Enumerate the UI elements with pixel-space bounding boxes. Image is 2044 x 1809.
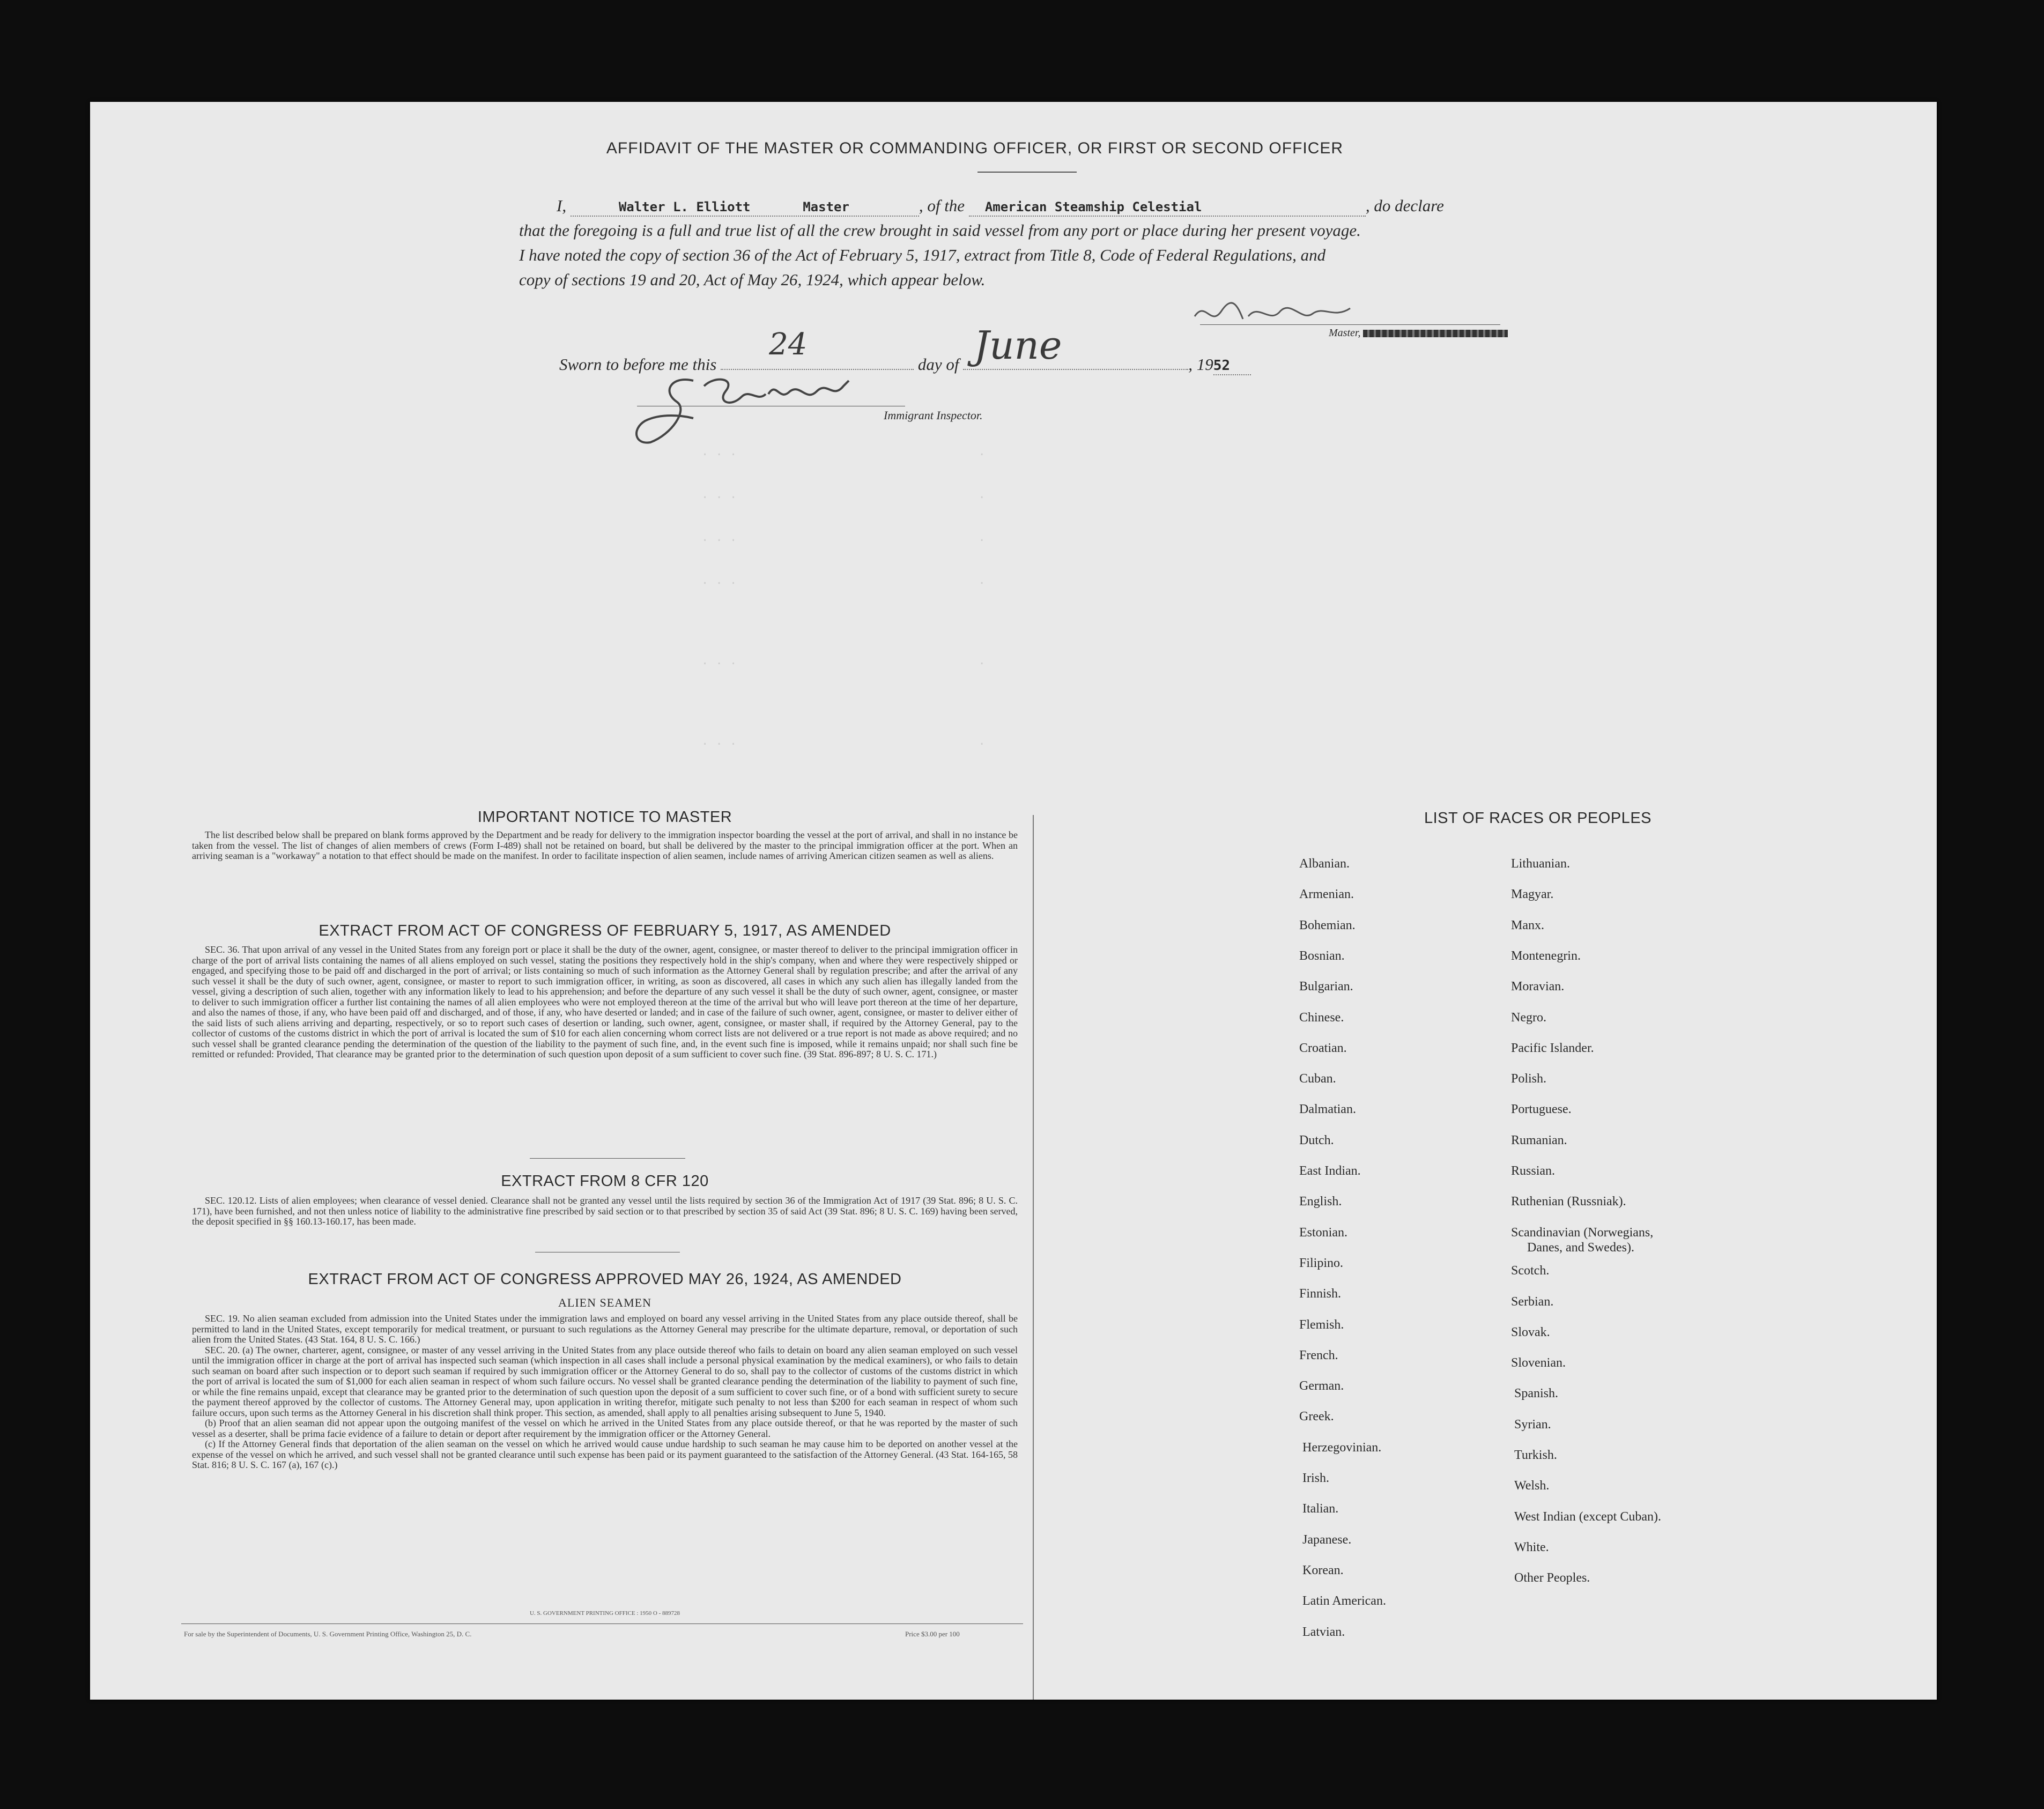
extract-cfr-text: SEC. 120.12. Lists of alien employees; when clearance of vessel denied. Clearance shall not be granted any vessel until the lists required by section 36 of the Immigration Act of 1917 (39 Stat. 896; 8 U. S. C. 171), have been furnished, and not then unless notice of liability to the administrative fine prescribed by said section or to that prescribed by section 35 of said Act (39 Stat. 896; 8 U. S. C. 169) having been served, the deposit specified in §§ 160.13-160.17, has been made.	[192, 1195, 1018, 1227]
gpo-imprint: U. S. GOVERNMENT PRINTING OFFICE : 1950 O - 889728	[529, 1610, 680, 1617]
day-field	[721, 327, 914, 370]
master-title-area	[1329, 327, 1508, 339]
bleed-through-mark: . . . .	[701, 445, 986, 458]
race-entry: Other Peoples.	[1514, 1571, 1590, 1585]
master-signature-line	[1200, 324, 1500, 325]
master-name: Walter L. Elliott	[618, 199, 751, 214]
form-sheet	[90, 102, 1937, 1700]
race-entry: Filipino.	[1299, 1256, 1344, 1270]
race-entry: Syrian.	[1514, 1417, 1551, 1432]
race-entry: Bosnian.	[1299, 948, 1345, 963]
footer-rule	[181, 1623, 1023, 1624]
race-entry: Manx.	[1511, 918, 1544, 932]
race-entry: Latin American.	[1302, 1594, 1386, 1608]
extract-1917-heading: EXTRACT FROM ACT OF CONGRESS OF FEBRUARY 5, 1917, AS AMENDED	[319, 922, 891, 939]
race-entry-continuation: Danes, and Swedes).	[1527, 1240, 1634, 1255]
sec-19-paragraph: SEC. 19. No alien seaman excluded from admission into the United States under the immigration laws and employed on board any vessel arriving in the United States from any place outside thereof, shall be permitted to land in the United States, except temporarily for medical treatment, or pursuant to such regulations as the Attorney General may prescribe for the ultimate departure, removal, or deportation of such alien from the United States. (43 Stat. 164, 8 U. S. C. 166.)	[192, 1313, 1018, 1345]
race-entry: Japanese.	[1302, 1532, 1352, 1547]
alien-seamen-subheading: ALIEN SEAMEN	[558, 1296, 651, 1309]
race-entry: Montenegrin.	[1511, 948, 1581, 963]
race-entry: Ruthenian (Russniak).	[1511, 1195, 1626, 1209]
race-entry: Armenian.	[1299, 887, 1354, 902]
notice-heading: IMPORTANT NOTICE TO MASTER	[477, 809, 732, 826]
extract-cfr-heading: EXTRACT FROM 8 CFR 120	[501, 1173, 709, 1190]
race-entry: Negro.	[1511, 1010, 1546, 1025]
sec-20b-paragraph: (b) Proof that an alien seaman did not appear upon the outgoing manifest of the vessel on which he arrived in the United States from any place outside thereof, or that he was reported by the master of such vessel as a deserter, shall be prima facie evidence of a failure to detain or deport after requirement by the immigration officer or the Attorney General.	[192, 1418, 1018, 1439]
do-declare-label: , do declare	[1365, 196, 1444, 215]
race-entry: Russian.	[1511, 1164, 1556, 1178]
race-entry: Estonian.	[1299, 1225, 1347, 1240]
year-field	[1213, 355, 1251, 375]
race-entry: Lithuanian.	[1511, 857, 1570, 871]
affidavit-line-4: copy of sections 19 and 20, Act of May 26, 1924, which appear below.	[519, 270, 986, 289]
i-label: I,	[557, 196, 567, 215]
race-entry: Slovenian.	[1511, 1356, 1566, 1370]
day-of-label: day of	[917, 355, 959, 374]
vessel-name: American Steamship Celestial	[984, 199, 1202, 214]
race-entry: Cuban.	[1299, 1072, 1336, 1086]
month-handwritten: June	[974, 323, 1062, 368]
race-entry: Spanish.	[1514, 1387, 1559, 1401]
race-entry: Rumanian.	[1511, 1133, 1567, 1147]
master-rank: Master	[803, 199, 849, 214]
race-entry: Latvian.	[1302, 1625, 1345, 1639]
race-entry: Scandinavian (Norwegians,	[1511, 1225, 1654, 1240]
race-entry: Chinese.	[1299, 1010, 1344, 1025]
race-entry: Welsh.	[1514, 1479, 1550, 1493]
race-entry: Turkish.	[1514, 1448, 1557, 1463]
price-notice: Price $3.00 per 100	[905, 1630, 960, 1638]
sec-20a-paragraph: SEC. 20. (a) The owner, charterer, agent, consignee, or master of any vessel arriving in the United States from any place outside thereof who fails to detain on board any alien seaman employed on such vessel until the immigration officer in charge at the port of arrival has inspected such seaman (which inspection in all cases shall include a personal physical examination by the medical examiners), or who fails to detain such seaman on board after such inspection or to deport such seaman if required by such immigration officer or the Attorney General to do so, shall pay to the collector of customs of the customs district in which the port of arrival is located the sum of $1,000 for each alien seaman in respect of whom such failure occurs. No vessel shall be granted clearance pending the determination of the liability to payment of such fine, or while the fine remains unpaid, except that clearance may be granted prior to the determination of such question upon the deposit of a sum sufficient to cover such fine, or of a bond with sufficient surety to secure the payment thereof approved by the collector of customs. The Attorney General may, upon application in writing therefor, mitigate such penalty to not less than $200 for each seaman in respect of whom such failure occurs, upon such terms as the Attorney General in his discretion shall think proper. This section, as amended, shall apply to all penalties arising subsequent to June 5, 1940.	[192, 1344, 1018, 1418]
race-entry: Serbian.	[1511, 1294, 1554, 1309]
race-entry: Moravian.	[1511, 980, 1565, 994]
race-entry: Italian.	[1302, 1502, 1339, 1516]
races-heading: LIST OF RACES OR PEOPLES	[1424, 810, 1652, 827]
race-entry: Polish.	[1511, 1072, 1547, 1086]
sec-20c-paragraph: (c) If the Attorney General finds that deportation of the alien seaman on the vessel on which he arrived would cause undue hardship to such seaman he may cause him to be deported on another vessel at the expense of the vessel on which he arrived, and such vessel shall not be granted clearance until such expense has been paid or its payment guaranteed to the satisfaction of the Attorney General. (43 Stat. 164-165, 58 Stat. 816; 8 U. S. C. 167 (a), 167 (c).)	[192, 1439, 1018, 1470]
race-entry: West Indian (except Cuban).	[1514, 1509, 1661, 1524]
section-divider	[530, 1158, 685, 1159]
race-entry: English.	[1299, 1195, 1342, 1209]
vessel-field	[969, 196, 1366, 217]
bleed-through-mark: . . . .	[701, 574, 986, 587]
race-entry: Bohemian.	[1299, 918, 1356, 932]
sworn-label: Sworn to before me this	[559, 355, 717, 374]
race-entry: Albanian.	[1299, 857, 1350, 871]
sale-notice: For sale by the Superintendent of Documents, U. S. Government Printing Office, Washington 25, D. C.	[184, 1630, 472, 1638]
master-label: Master,	[1329, 327, 1361, 339]
race-entry: Pacific Islander.	[1511, 1041, 1594, 1055]
affidavit-line-2: that the foregoing is a full and true list of all the crew brought in said vessel from any port or place during her present voyage.	[519, 221, 1361, 240]
race-entry: Dutch.	[1299, 1133, 1334, 1147]
race-entry: Irish.	[1302, 1471, 1329, 1485]
name-field	[571, 196, 919, 217]
race-entry: Magyar.	[1511, 887, 1554, 902]
bleed-through-mark: . . . .	[701, 735, 986, 748]
race-entry: Bulgarian.	[1299, 980, 1353, 994]
race-entry: Finnish.	[1299, 1287, 1342, 1301]
inspector-label: Immigrant Inspector.	[884, 409, 983, 422]
title-divider	[977, 172, 1077, 173]
column-divider	[1033, 815, 1034, 1700]
affidavit-title: AFFIDAVIT OF THE MASTER OR COMMANDING OFFICER, OR FIRST OR SECOND OFFICER	[606, 139, 1344, 157]
affidavit-line-3: I have noted the copy of section 36 of the Act of February 5, 1917, extract from Title 8, Code of Federal Regulations, and	[519, 246, 1326, 264]
race-entry: Korean.	[1302, 1563, 1344, 1577]
extract-1924-text	[192, 1314, 1018, 1471]
extract-1917-text: SEC. 36. That upon arrival of any vessel in the United States from any foreign port or place it shall be the duty of the owner, agent, consignee, or master thereof to deliver to the principal immigration officer in charge of the port of arrival lists containing the names of all aliens employed on such vessel, stating the positions they respectively hold in the ship's company, when and where they were respectively shipped or engaged, and specifying those to be paid off and discharged in the port of arrival; or lists containing so much of such information as the Attorney General shall by regulation prescribe; and after the arrival of any such vessel it shall be the duty of such owner, agent, consignee, or master to report to such immigration officer, in writing, as soon as discovered, all cases in which any such alien has illegally landed from the vessel, giving a description of such alien, together with any information likely to lead to his apprehension; and before the departure of any such vessel it shall be the duty of such owner, agent, consignee, or master to deliver to such immigration officer a further list containing the names of all alien employees who were not employed thereon at the time of the arrival but who will leave port thereon at the time of her departure, and also the names of those, if any, who have been paid off and discharged, and of those, if any, who have deserted or landed; and in case of the failure of such owner, agent, consignee, or master to deliver either of the said lists of such aliens arriving and departing, respectively, or so to report such cases of desertion or landing, such owner, agent, consignee, or master shall, if required by the Attorney General, pay to the collector of customs of the customs district in which the port of arrival is located the sum of $10 for each alien concerning whom correct lists are not delivered or a true report is not made as above required; and no such vessel shall be granted clearance pending the determination of the question of the liability to the payment of such fine, and, in the event such fine is imposed, while it remains unpaid; nor shall such fine be remitted or refunded: Provided, That clearance may be granted prior to the determination of such question upon deposit of a sum sufficient to cover such fine. (39 Stat. 896-897; 8 U. S. C. 171.)	[192, 944, 1018, 1059]
bleed-through-mark: . . . .	[701, 488, 986, 501]
race-entry: German.	[1299, 1379, 1344, 1393]
race-entry: Dalmatian.	[1299, 1102, 1356, 1117]
race-entry: Croatian.	[1299, 1041, 1347, 1055]
of-the-label: , of the	[919, 196, 965, 215]
notice-text: The list described below shall be prepared on blank forms approved by the Department and be ready for delivery to the immigration inspector boarding the vessel at the port of arrival, and shall in no instance be taken from the vessel. The list of changes of alien members of crews (Form I-489) shall not be retained on board, but shall be delivered by the master to the principal immigration officer at the port. When an arriving seaman is a "workaway" a notation to that effect should be made on the manifest. In order to facilitate inspection of alien seamen, include names of arriving American citizen seamen as well as aliens.	[192, 829, 1018, 861]
bleed-through-mark: . . . .	[701, 531, 986, 544]
race-entry: Scotch.	[1511, 1264, 1550, 1278]
race-entry: Slovak.	[1511, 1325, 1550, 1339]
race-entry: East Indian.	[1299, 1164, 1361, 1178]
race-entry: White.	[1514, 1540, 1549, 1554]
race-entry: French.	[1299, 1348, 1338, 1362]
race-entry: Greek.	[1299, 1410, 1334, 1424]
struck-title-redaction	[1363, 330, 1508, 337]
extract-1924-heading: EXTRACT FROM ACT OF CONGRESS APPROVED MAY 26, 1924, AS AMENDED	[308, 1271, 902, 1288]
race-entry: Portuguese.	[1511, 1102, 1572, 1117]
inspector-signature	[629, 370, 886, 450]
month-field	[963, 323, 1188, 370]
affidavit-line-1	[557, 196, 1640, 217]
year-suffix: 52	[1213, 358, 1231, 374]
year-prefix: , 19	[1188, 355, 1213, 374]
bleed-through-mark: . . . .	[701, 654, 986, 668]
race-entry: Flemish.	[1299, 1317, 1344, 1332]
day-handwritten: 24	[769, 327, 808, 362]
race-entry: Herzegovinian.	[1302, 1440, 1382, 1455]
